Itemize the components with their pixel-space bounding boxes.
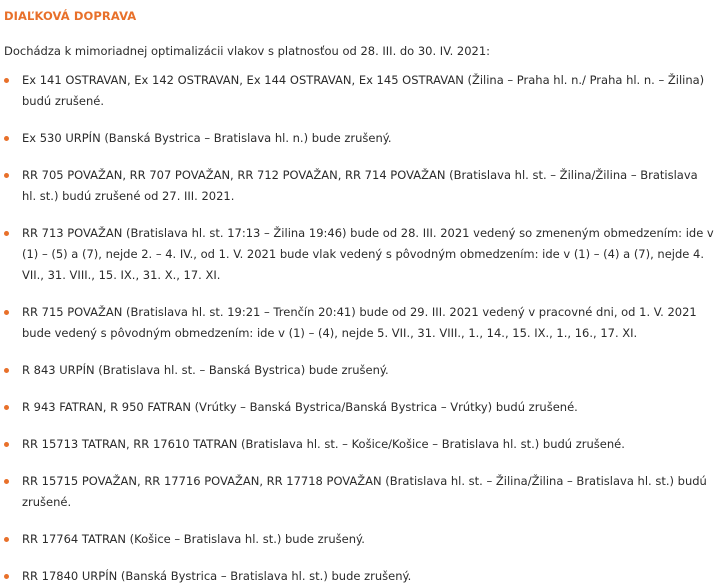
list-item-text: RR 17764 TATRAN (Košice – Bratislava hl. st.) bude zrušený. — [22, 532, 365, 546]
list-item-text: RR 713 POVAŽAN (Bratislava hl. st. 17:13 – Žilina 19:46) bude od 28. III. 2021 vedený so zmeneným obmedzením: ide v (1) – (5) a (7), nejde 2. – 4. IV., od 1. V. 2021 bude vlak vedený s pôvodným obmedzením: ide v (1) – (4) a (7), nejde 4. VII., 31. VIII., 15. IX., 31. X., 17. XI. — [22, 226, 714, 282]
list-item-text: RR 15715 POVAŽAN, RR 17716 POVAŽAN, RR 17718 POVAŽAN (Bratislava hl. st. – Žilina/Žilina – Bratislava hl. st.) budú zrušené. — [22, 474, 707, 509]
list-item-text: RR 715 POVAŽAN (Bratislava hl. st. 19:21 – Trenčín 20:41) bude od 29. III. 2021 vedený v pracovné dni, od 1. V. 2021 bude vedený s pôvodným obmedzením: ide v (1) – (4), nejde 5. VII., 31. VIII., 1., 14., 15. IX., 1., 16., 17. XI. — [22, 305, 697, 340]
bullet-icon — [4, 368, 9, 373]
bullet-icon — [4, 442, 9, 447]
list-item-text: RR 705 POVAŽAN, RR 707 POVAŽAN, RR 712 POVAŽAN, RR 714 POVAŽAN (Bratislava hl. st. – Žilina/Žilina – Bratislava hl. st.) budú zrušené od 27. III. 2021. — [22, 168, 698, 203]
bullet-icon — [4, 78, 9, 83]
list-item — [4, 529, 715, 550]
list-item — [4, 128, 715, 149]
list-item-text: RR 17840 URPÍN (Banská Bystrica – Bratislava hl. st.) bude zrušený. — [22, 569, 412, 583]
list-item — [4, 434, 715, 455]
section-intro: Dochádza k mimoriadnej optimalizácii vlakov s platnosťou od 28. III. do 30. IV. 2021: — [4, 44, 491, 58]
bullet-icon — [4, 574, 9, 579]
bullet-icon — [4, 479, 9, 484]
list-item — [4, 165, 715, 207]
bullet-icon — [4, 310, 9, 315]
train-changes-list — [4, 70, 715, 587]
bullet-icon — [4, 537, 9, 542]
section-title: DIAĽKOVÁ DOPRAVA — [4, 9, 137, 23]
list-item-text: Ex 141 OSTRAVAN, Ex 142 OSTRAVAN, Ex 144 OSTRAVAN, Ex 145 OSTRAVAN (Žilina – Praha hl. n./ Praha hl. n. – Žilina) budú zrušené. — [22, 73, 705, 108]
list-item — [4, 70, 715, 112]
bullet-icon — [4, 173, 9, 178]
list-item-text: Ex 530 URPÍN (Banská Bystrica – Bratislava hl. n.) bude zrušený. — [22, 131, 392, 145]
bullet-icon — [4, 405, 9, 410]
bullet-icon — [4, 231, 9, 236]
list-item — [4, 360, 715, 381]
list-item — [4, 471, 715, 513]
bullet-icon — [4, 136, 9, 141]
list-item-text: R 843 URPÍN (Bratislava hl. st. – Banská Bystrica) bude zrušený. — [22, 363, 389, 377]
list-item-text: R 943 FATRAN, R 950 FATRAN (Vrútky – Banská Bystrica/Banská Bystrica – Vrútky) budú zrušené. — [22, 400, 578, 414]
list-item — [4, 223, 715, 286]
list-item — [4, 566, 715, 587]
list-item-text: RR 15713 TATRAN, RR 17610 TATRAN (Bratislava hl. st. – Košice/Košice – Bratislava hl. st.) budú zrušené. — [22, 437, 625, 451]
list-item — [4, 397, 715, 418]
list-item — [4, 302, 715, 344]
